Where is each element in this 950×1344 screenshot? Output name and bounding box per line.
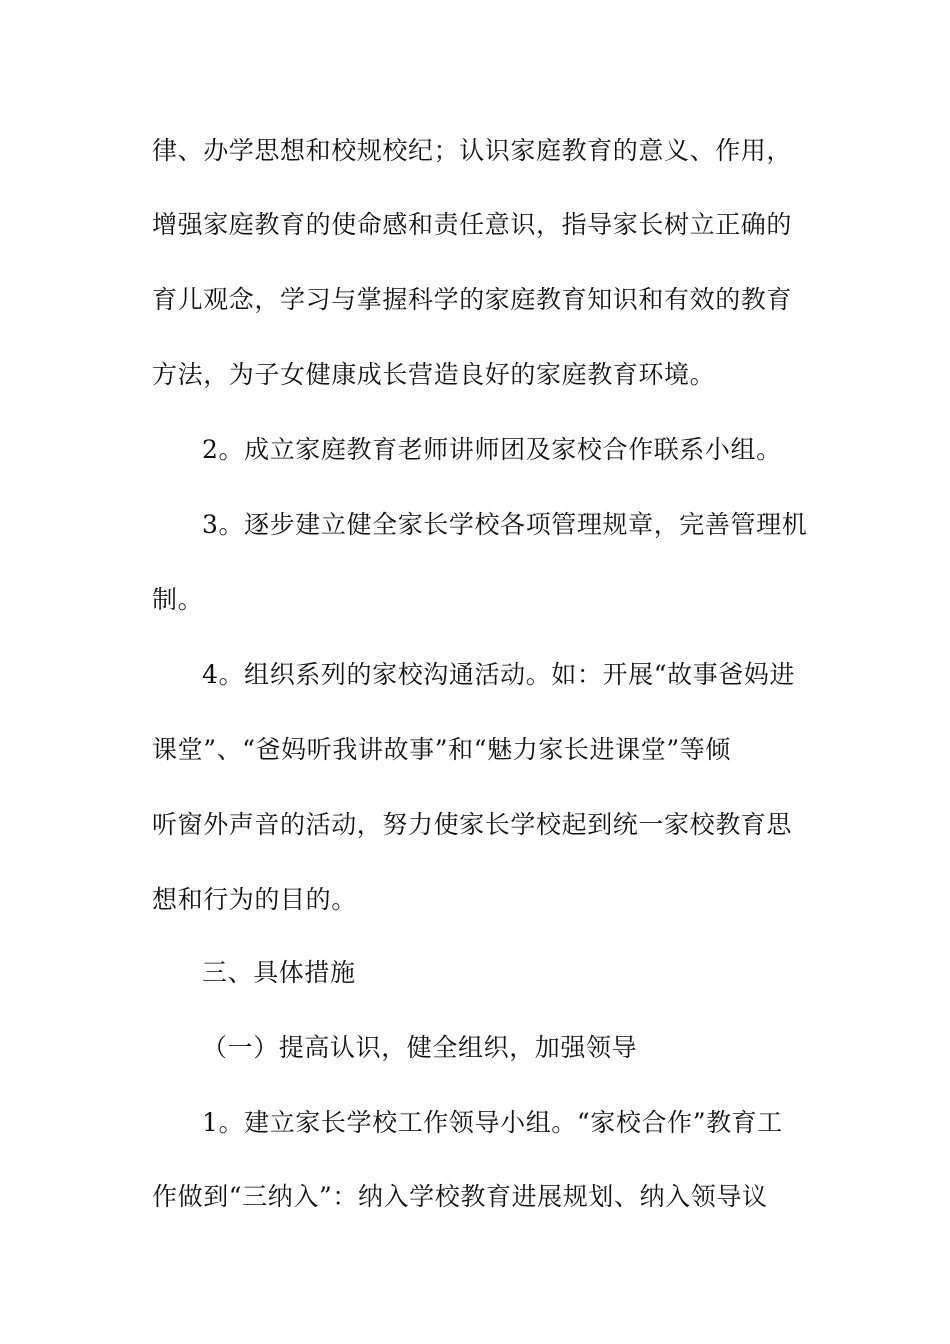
paragraph-line: 制。 — [152, 585, 204, 614]
paragraph-line: 想和行为的目的。 — [152, 885, 357, 914]
list-item-4: 4。组织系列的家校沟通活动。如：开展“故事爸妈进 — [202, 660, 796, 689]
paragraph-line: 课堂”、“爸妈听我讲故事”和“魅力家长进课堂”等倾 — [152, 735, 731, 764]
list-item-2: 2。成立家庭教育老师讲师团及家校合作联系小组。 — [202, 435, 782, 464]
paragraph-line: 听窗外声音的活动，努力使家长学校起到统一家校教育思 — [152, 810, 793, 839]
section-heading: 三、具体措施 — [202, 958, 356, 987]
paragraph-line: 方法，为子女健康成长营造良好的家庭教育环境。 — [152, 360, 716, 389]
subsection-heading: （一）提高认识，健全组织，加强领导 — [202, 1033, 638, 1062]
paragraph-line: 育儿观念，学习与掌握科学的家庭教育知识和有效的教育 — [152, 285, 793, 314]
list-item-1: 1。建立家长学校工作领导小组。“家校合作”教育工 — [202, 1108, 783, 1137]
paragraph-line: 律、办学思想和校规校纪；认识家庭教育的意义、作用， — [152, 136, 793, 165]
paragraph-line: 增强家庭教育的使命感和责任意识，指导家长树立正确的 — [152, 210, 793, 239]
paragraph-line: 作做到“三纳入”：纳入学校教育进展规划、纳入领导议 — [152, 1182, 768, 1211]
list-item-3: 3。逐步建立健全家长学校各项管理规章，完善管理机 — [202, 510, 808, 539]
